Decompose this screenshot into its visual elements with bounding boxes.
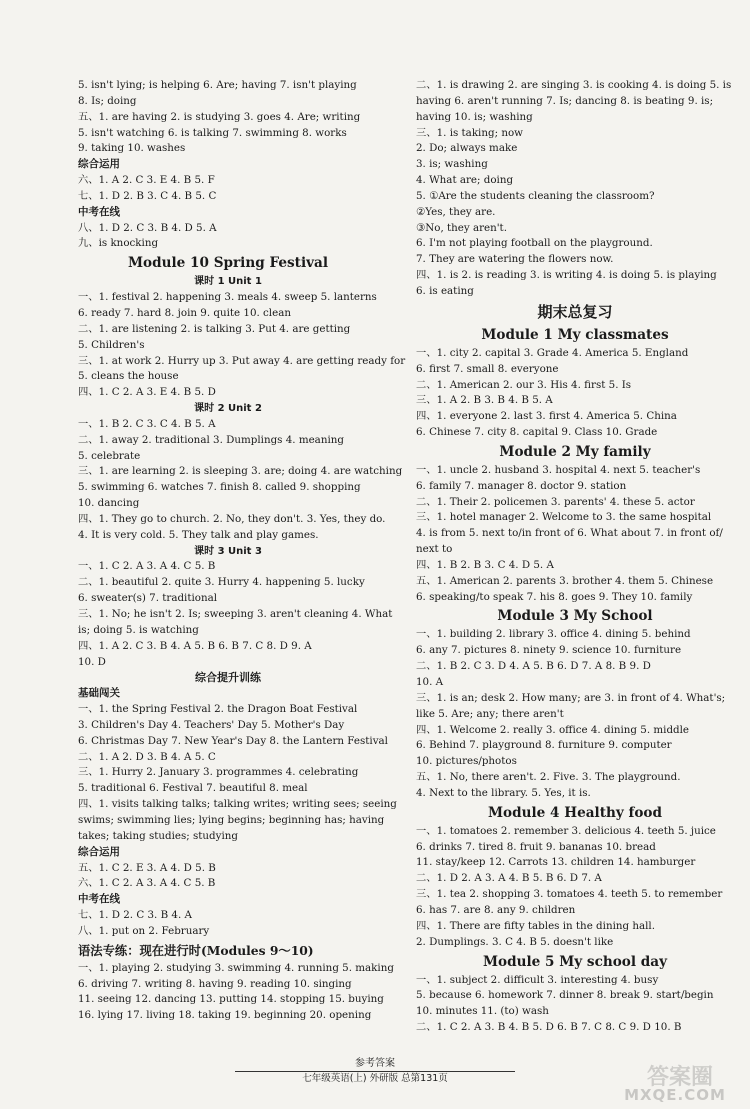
watermark-cn: 答案圈 xyxy=(646,1064,713,1090)
answer-line: 七、1. D 2. C 3. B 4. A xyxy=(78,909,192,922)
answer-line: 四、1. There are fifty tables in the dining hall. xyxy=(416,919,655,932)
answer-line: 三、1. A 2. B 3. B 4. B 5. A xyxy=(416,394,553,407)
section-label: 综合运用 xyxy=(78,845,120,858)
section-label: 综合运用 xyxy=(78,158,120,171)
answer-line: 4. It is very cold. 5. They talk and play games. xyxy=(78,528,319,541)
grammar-title: 语法专练：现在进行时(Modules 9～10) xyxy=(78,942,314,958)
answer-line: 11. stay/keep 12. Carrots 13. children 14. hamburger xyxy=(416,856,696,869)
answer-line: 6. any 7. pictures 8. ninety 9. science 10. furniture xyxy=(416,644,682,657)
answer-line: 四、1. is 2. is reading 3. is writing 4. is doing 5. is playing xyxy=(416,269,717,282)
answer-line: 四、1. B 2. B 3. C 4. D 5. A xyxy=(416,558,554,571)
module-title: Module 10 Spring Festival xyxy=(128,255,328,272)
answer-line: 一、1. subject 2. difficult 3. interesting 4. busy xyxy=(416,973,659,986)
answer-line: 6. sweater(s) 7. traditional xyxy=(78,592,218,605)
answer-line: 一、1. tomatoes 2. remember 3. delicious 4. teeth 5. juice xyxy=(416,824,716,837)
answer-line: 二、1. is drawing 2. are singing 3. is cooking 4. is doing 5. is xyxy=(416,79,732,91)
answer-line: 5. swimming 6. watches 7. finish 8. called 9. shopping xyxy=(78,481,361,494)
answer-line: 一、1. the Spring Festival 2. the Dragon Boat Festival xyxy=(78,703,358,716)
answer-line: 二、1. American 2. our 3. His 4. first 5. Is xyxy=(416,378,632,391)
answer-line: 16. lying 17. living 18. taking 19. beginning 20. opening xyxy=(78,1009,372,1022)
answer-line: having 10. is; washing xyxy=(416,110,533,123)
answer-line: 九、is knocking xyxy=(78,237,159,250)
answer-line: 一、1. festival 2. happening 3. meals 4. sweep 5. lanterns xyxy=(78,291,377,304)
watermark-logo xyxy=(600,1060,750,1106)
answer-line: 6. family 7. manager 8. doctor 9. station xyxy=(416,479,627,492)
answer-line: 6. is eating xyxy=(416,284,474,297)
answer-line: 二、1. A 2. D 3. B 4. A 5. C xyxy=(78,750,216,763)
answer-line: 八、1. put on 2. February xyxy=(78,924,210,937)
answer-line: 5. cleans the house xyxy=(78,370,179,383)
answer-line: 一、1. uncle 2. husband 3. hospital 4. next 5. teacher's xyxy=(416,463,701,476)
answer-line: 10. D xyxy=(78,655,106,668)
answer-line: 10. minutes 11. (to) wash xyxy=(416,1005,549,1018)
answer-line: 一、1. building 2. library 3. office 4. dining 5. behind xyxy=(416,628,691,641)
answer-line: 9. taking 10. washes xyxy=(78,142,186,155)
answer-line: 一、1. C 2. A 3. A 4. C 5. B xyxy=(78,560,216,573)
answer-line: 11. seeing 12. dancing 13. putting 14. stopping 15. buying xyxy=(78,993,384,1006)
answer-line: 10. dancing xyxy=(78,497,140,510)
answer-line: 三、1. is taking; now xyxy=(416,126,523,139)
section-heading: 综合提升训练 xyxy=(195,671,261,685)
answer-line: 4. is from 5. next to/in front of 6. What about 7. in front of/ xyxy=(416,527,723,540)
answer-line: is; doing 5. is watching xyxy=(78,623,199,636)
lesson-title: 课时 3 Unit 3 xyxy=(194,545,262,557)
answer-line: 四、1. They go to church. 2. No, they don't. 3. Yes, they do. xyxy=(78,512,386,525)
answer-line: next to xyxy=(416,543,453,556)
answer-line: having 6. aren't running 7. Is; dancing 8. is beating 9. is; xyxy=(416,94,714,107)
answer-line: 6. speaking/to speak 7. his 8. goes 9. They 10. family xyxy=(416,590,693,603)
answer-line: 四、1. visits talking talks; talking writes; writing sees; seeing xyxy=(78,798,397,811)
section-label: 中考在线 xyxy=(78,205,120,218)
answer-line: 二、1. B 2. C 3. D 4. A 5. B 6. D 7. A 8. B 9. D xyxy=(416,660,651,673)
answer-line: 七、1. D 2. B 3. C 4. B 5. C xyxy=(78,189,217,202)
footer-page-info: 七年级英语(上) 外研版 总第131页 xyxy=(302,1073,448,1084)
answer-line: 三、1. are learning 2. is sleeping 3. are; doing 4. are watching xyxy=(78,465,403,478)
answer-line: 5. isn't lying; is helping 6. Are; having 7. isn't playing xyxy=(78,79,357,91)
review-title: 期末总复习 xyxy=(537,302,613,321)
answer-line: 7. They are watering the flowers now. xyxy=(416,253,614,266)
answer-line: 二、1. C 2. A 3. B 4. B 5. D 6. B 7. C 8. C 9. D 10. B xyxy=(416,1021,682,1034)
answer-line: 四、1. C 2. A 3. E 4. B 5. D xyxy=(78,386,216,399)
lesson-title: 课时 1 Unit 1 xyxy=(194,276,262,288)
answer-line: 五、1. American 2. parents 3. brother 4. them 5. Chinese xyxy=(416,574,714,587)
section-label: 基础闯关 xyxy=(78,687,120,700)
module-title: Module 5 My school day xyxy=(483,953,667,970)
answer-line: ③No, they aren't. xyxy=(416,221,507,234)
answer-line: 三、1. is an; desk 2. How many; are 3. in front of 4. What's; xyxy=(416,691,726,704)
answer-line: 五、1. C 2. E 3. A 4. D 5. B xyxy=(78,861,216,874)
answer-line: 5. because 6. homework 7. dinner 8. break 9. start/begin xyxy=(416,989,714,1002)
answer-line: 3. is; washing xyxy=(416,158,488,171)
module-title: Module 2 My family xyxy=(499,443,651,460)
answer-line: 四、1. everyone 2. last 3. first 4. America 5. China xyxy=(416,410,677,423)
answer-line: 8. Is; doing xyxy=(78,94,137,107)
answer-line: 二、1. beautiful 2. quite 3. Hurry 4. happening 5. lucky xyxy=(78,576,365,589)
answer-line: 二、1. are listening 2. is talking 3. Put 4. are getting xyxy=(78,322,351,335)
answer-line: 一、1. playing 2. studying 3. swimming 4. running 5. making xyxy=(78,961,394,974)
answer-line: 一、1. B 2. C 3. C 4. B 5. A xyxy=(78,417,216,430)
answer-line: 4. Next to the library. 5. Yes, it is. xyxy=(416,786,591,799)
answer-line: 一、1. city 2. capital 3. Grade 4. America 5. England xyxy=(416,346,689,359)
left-column xyxy=(78,78,406,1024)
answer-line: 10. pictures/photos xyxy=(416,755,517,768)
answer-line: 5. celebrate xyxy=(78,449,141,462)
answer-line: 5. ①Are the students cleaning the classroom? xyxy=(416,189,655,202)
answer-line: 6. driving 7. writing 8. having 9. reading 10. singing xyxy=(78,977,352,990)
answer-line: 5. traditional 6. Festival 7. beautiful 8. meal xyxy=(78,782,308,795)
answer-line: 三、1. No; he isn't 2. Is; sweeping 3. aren't cleaning 4. What xyxy=(78,608,393,620)
answer-line: 二、1. Their 2. policemen 3. parents' 4. these 5. actor xyxy=(416,495,695,508)
answer-line: 10. A xyxy=(416,676,444,688)
answer-line: 6. drinks 7. tired 8. fruit 9. bananas 10. bread xyxy=(416,840,656,853)
answer-line: 6. ready 7. hard 8. join 9. quite 10. clean xyxy=(78,306,291,319)
answer-line: 3. Children's Day 4. Teachers' Day 5. Mother's Day xyxy=(78,718,345,731)
answer-line: swims; swimming lies; lying begins; beginning has; having xyxy=(78,813,385,826)
answer-line: 6. Chinese 7. city 8. capital 9. Class 10. Grade xyxy=(416,426,658,439)
answer-line: 六、1. C 2. A 3. A 4. C 5. B xyxy=(78,877,216,890)
answer-line: 四、1. A 2. C 3. B 4. A 5. B 6. B 7. C 8. D 9. A xyxy=(78,639,312,652)
section-label: 中考在线 xyxy=(78,893,120,906)
module-title: Module 3 My School xyxy=(497,608,653,625)
footer-title: 参考答案 xyxy=(355,1058,395,1069)
answer-line: 5. Children's xyxy=(78,338,145,351)
watermark-url: MXQE.COM xyxy=(624,1086,726,1104)
answer-line: 三、1. Hurry 2. January 3. programmes 4. celebrating xyxy=(78,766,359,779)
answer-line: 二、1. D 2. A 3. A 4. B 5. B 6. D 7. A xyxy=(416,872,602,885)
answer-line: 6. Behind 7. playground 8. furniture 9. computer xyxy=(416,739,672,752)
answer-line: 2. Dumplings. 3. C 4. B 5. doesn't like xyxy=(416,935,614,948)
answer-line: 三、1. at work 2. Hurry up 3. Put away 4. are getting ready for xyxy=(78,354,406,367)
answer-line: 2. Do; always make xyxy=(416,142,518,155)
answer-line: ②Yes, they are. xyxy=(416,205,496,218)
answer-line: 五、1. No, there aren't. 2. Five. 3. The playground. xyxy=(416,771,681,784)
answer-line: takes; taking studies; studying xyxy=(78,829,238,842)
answer-line: 六、1. A 2. C 3. E 4. B 5. F xyxy=(78,174,215,187)
answer-line: 三、1. tea 2. shopping 3. tomatoes 4. teeth 5. to remember xyxy=(416,888,723,901)
answer-line: 6. has 7. are 8. any 9. children xyxy=(416,903,576,916)
answer-line: 6. first 7. small 8. everyone xyxy=(416,362,559,375)
answer-line: 八、1. D 2. C 3. B 4. D 5. A xyxy=(78,221,217,234)
answer-line: 5. isn't watching 6. is talking 7. swimming 8. works xyxy=(78,126,347,139)
answer-line: like 5. Are; any; there aren't xyxy=(416,707,564,720)
module-title: Module 4 Healthy food xyxy=(488,804,662,821)
answer-line: 四、1. Welcome 2. really 3. office 4. dining 5. middle xyxy=(416,723,690,736)
right-column xyxy=(416,78,734,1036)
module-title: Module 1 My classmates xyxy=(481,326,669,343)
answer-line: 4. What are; doing xyxy=(416,174,514,187)
answer-line: 五、1. are having 2. is studying 3. goes 4. Are; writing xyxy=(78,110,361,123)
answer-line: 三、1. hotel manager 2. Welcome to 3. the same hospital xyxy=(416,511,712,524)
answer-line: 6. I'm not playing football on the playground. xyxy=(416,237,653,250)
lesson-title: 课时 2 Unit 2 xyxy=(194,403,262,415)
answer-line: 二、1. away 2. traditional 3. Dumplings 4. meaning xyxy=(78,433,344,446)
answer-line: 6. Christmas Day 7. New Year's Day 8. the Lantern Festival xyxy=(78,734,388,747)
